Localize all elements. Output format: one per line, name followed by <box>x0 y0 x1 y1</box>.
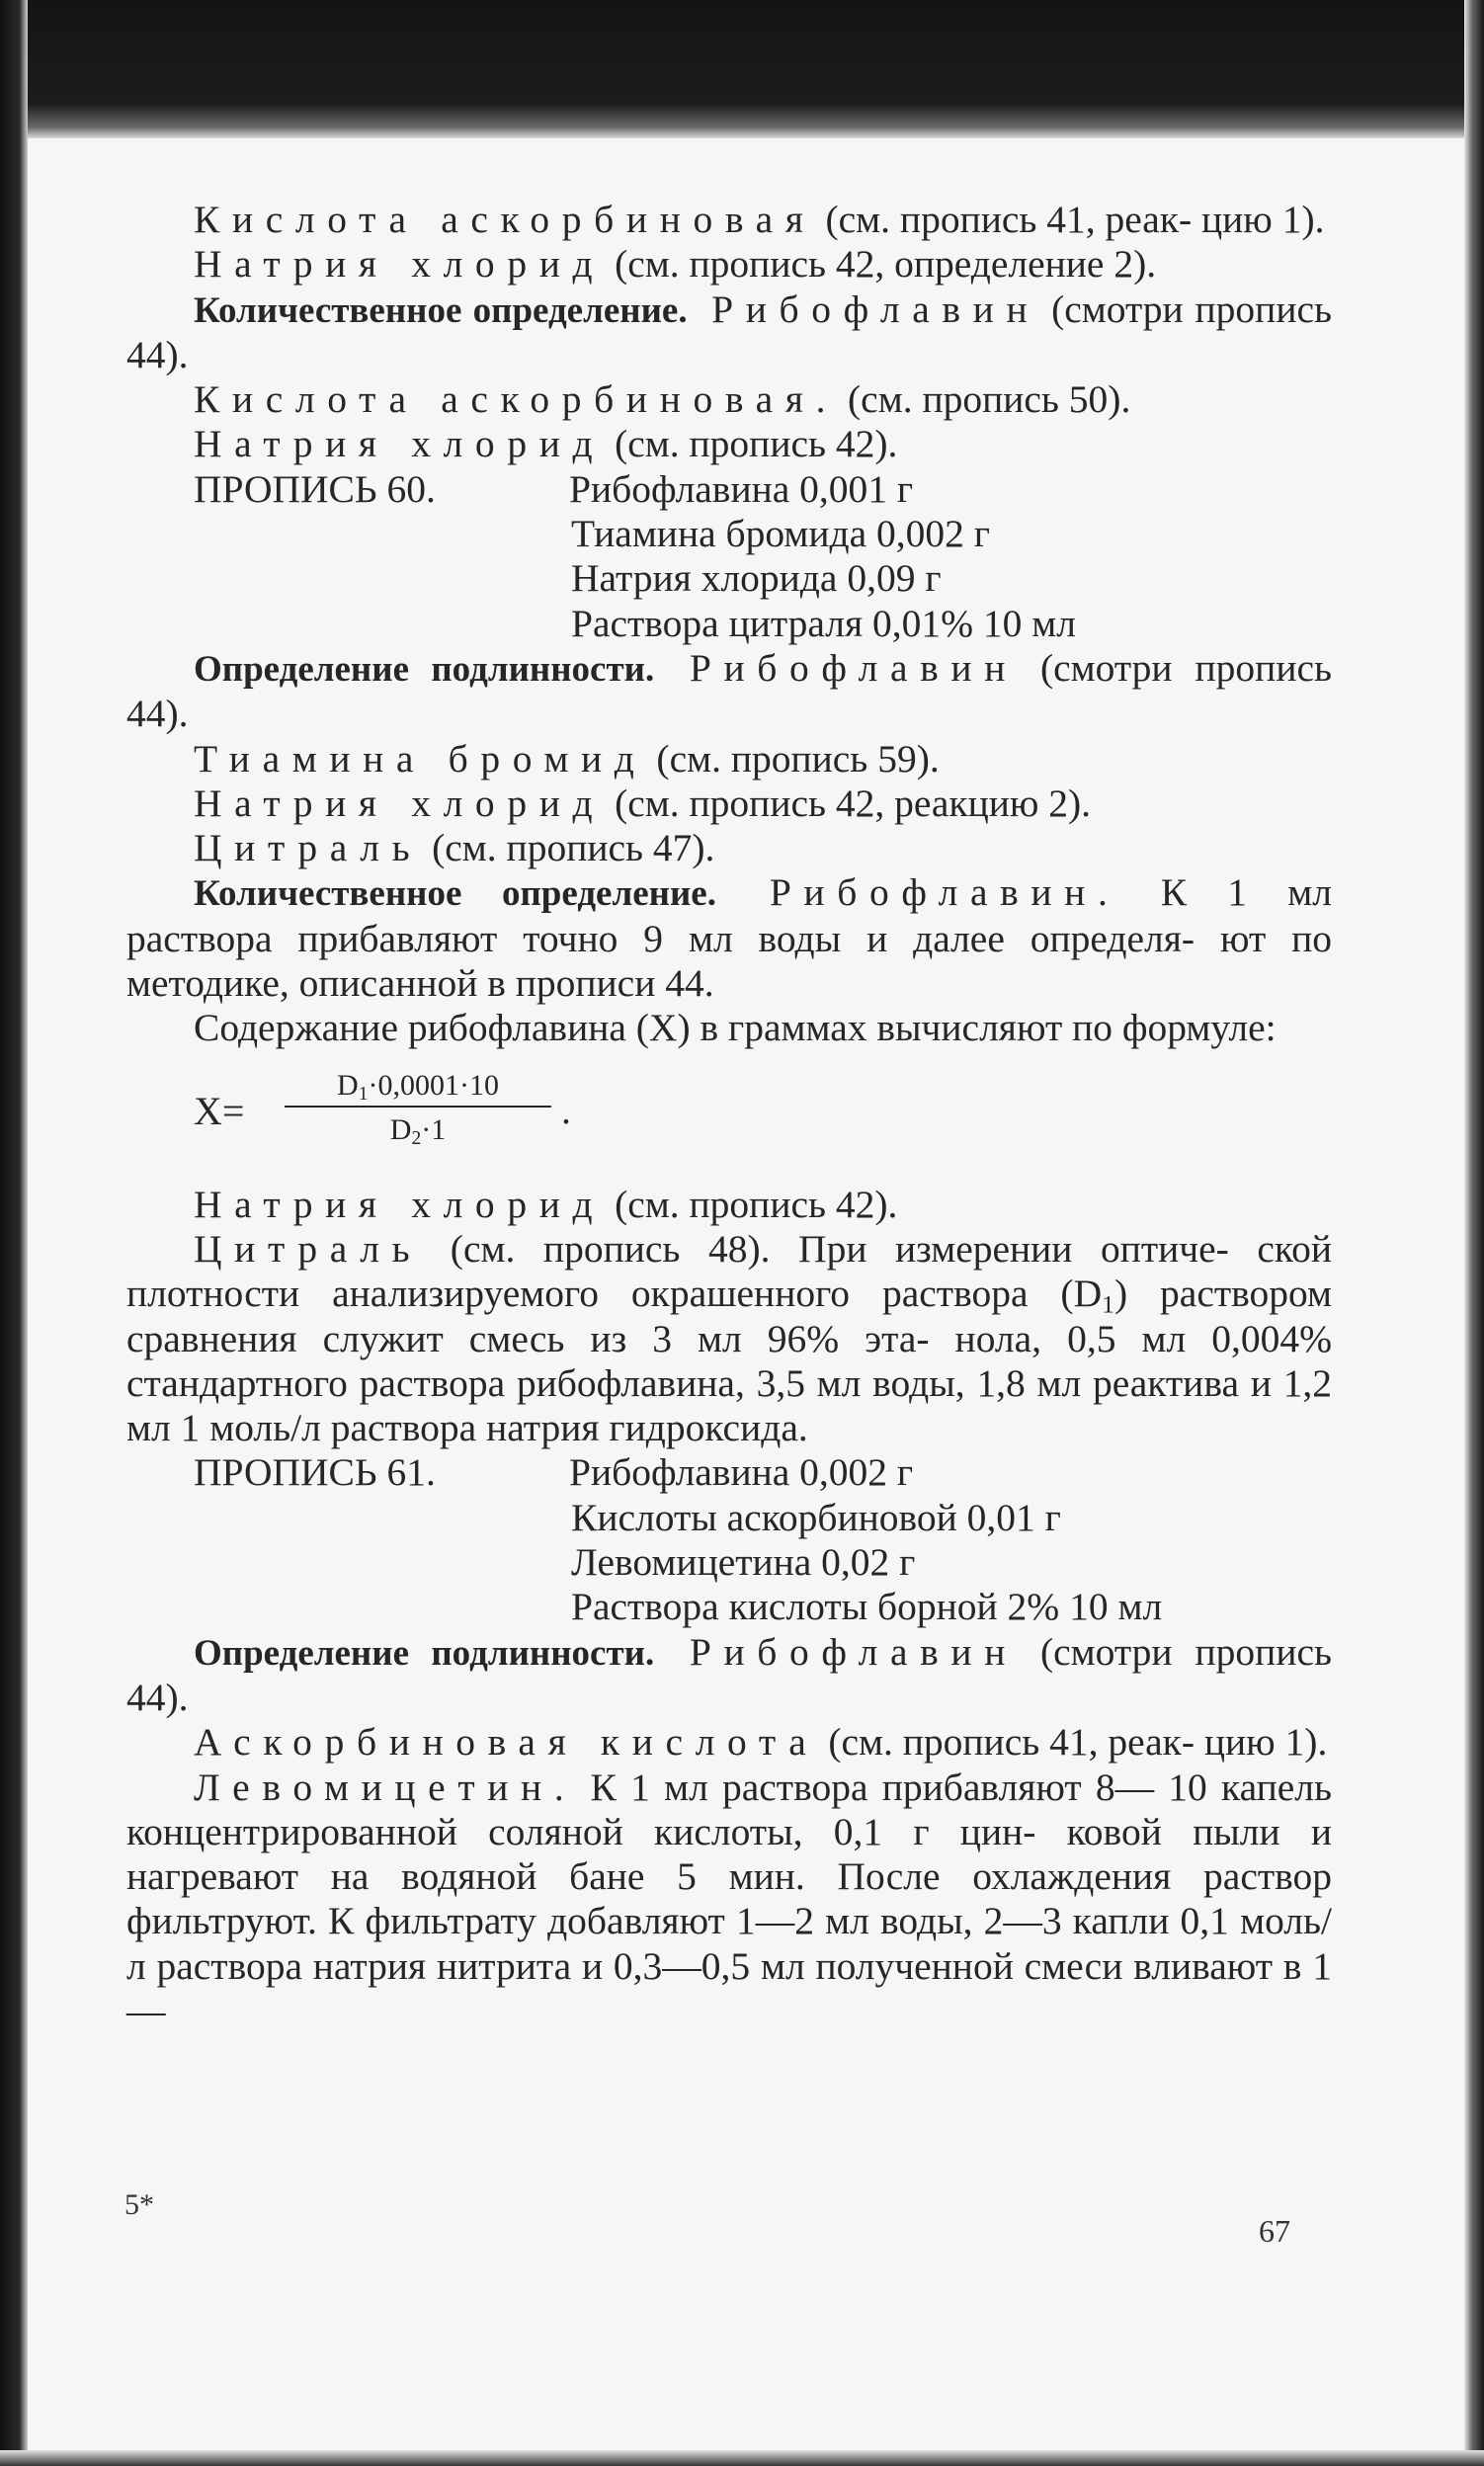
formula <box>194 1069 1332 1163</box>
signature-mark: 5* <box>124 2188 154 2221</box>
text: 1 <box>1102 1289 1114 1319</box>
section-heading: Определение подлинности. <box>194 648 655 690</box>
page-text <box>126 198 1332 2033</box>
term: Тиамина бромид <box>194 736 647 781</box>
paragraph <box>126 377 1332 422</box>
term: Натрия хлорид <box>194 1182 606 1226</box>
paragraph <box>126 422 1332 466</box>
term: Аскорбиновая кислота <box>194 1720 819 1765</box>
term: Цитраль <box>194 826 423 870</box>
text: ) раствором сравнения служит смесь из 3 мл 96% эта- нола, 0,5 мл 0,004% стандартного раствора рибофлавина, 3,5 мл воды, 1,8 мл реактива и 1,2 мл 1 моль/л раствора натрия гидроксида. <box>126 1272 1333 1450</box>
prescription-label: ПРОПИСЬ 61. <box>194 1450 436 1495</box>
paragraph <box>126 737 1332 781</box>
paragraph <box>126 1630 1332 1721</box>
paragraph <box>126 1720 1332 1765</box>
text: (см. пропись 48). При измерении оптиче- ской плотности анализируемого окрашенного раствора (D <box>126 1226 1332 1316</box>
formula-fraction <box>285 1069 551 1147</box>
fraction-bar <box>285 1106 551 1108</box>
text: D <box>389 1112 412 1146</box>
text: (смотри пропись 44). <box>126 1629 1332 1719</box>
section-heading: Определение подлинности. <box>194 1632 655 1674</box>
text: D <box>337 1068 359 1102</box>
formula-lhs: X= <box>194 1088 245 1133</box>
text: (см. пропись 47). <box>422 826 715 870</box>
formula-denominator <box>285 1113 551 1147</box>
term: Кислота аскорбиновая. <box>194 377 839 422</box>
text: К 1 мл раствора прибавляют 8— 10 капель концентрированной соляной кислоты, 0,1 г цин- ковой пыли и нагревают на водяной бане 5 мин. После охлаждения раствор фильтруют. К фильтрату добавляют 1—2 мл воды, 2—3 капли 0,1 моль/л раствора натрия нитрита и 0,3—0,5 мл полученной смеси вливают в 1— <box>126 1765 1332 2032</box>
term: Рибофлавин <box>654 645 1018 690</box>
paragraph <box>126 646 1332 737</box>
text: (см. пропись 42). <box>605 422 898 466</box>
formula-end: . <box>561 1088 571 1132</box>
text: (см. пропись 59). <box>646 736 940 781</box>
term: Натрия хлорид <box>194 781 606 825</box>
book-page <box>28 138 1464 2450</box>
paragraph <box>126 870 1332 1006</box>
text: ·1 <box>421 1112 447 1146</box>
term: Рибофлавин <box>687 287 1040 331</box>
prescription-item: Кислоты аскорбиновой 0,01 г <box>571 1495 1061 1539</box>
term: Рибофлавин <box>654 1629 1018 1674</box>
prescription-61 <box>126 1450 1332 1495</box>
term: Цитраль <box>194 1226 423 1271</box>
text: (см. пропись 42). <box>605 1182 898 1226</box>
prescription-item: Раствора цитраля 0,01% 10 мл <box>571 601 1076 645</box>
scan-border-right <box>1464 0 1484 2466</box>
text: (см. пропись 42, реакцию 2). <box>605 781 1092 825</box>
prescription-item: Рибофлавина 0,001 г <box>569 466 914 511</box>
paragraph: Содержание рибофлавина (X) в граммах вычисляют по формуле: <box>194 1006 1277 1050</box>
paragraph <box>126 242 1332 287</box>
prescription-item: Тиамина бромида 0,002 г <box>571 512 990 556</box>
prescription-item: Раствора кислоты борной 2% 10 мл <box>571 1585 1163 1629</box>
scan-border-bottom <box>0 2450 1484 2466</box>
text: 1 <box>358 1083 369 1105</box>
scan-border-top <box>0 0 1484 138</box>
text: (см. пропись 41, реак- цию 1). <box>818 1720 1328 1765</box>
section-heading: Количественное определение. <box>194 289 688 331</box>
text: (смотри пропись 44). <box>126 287 1332 376</box>
term: Левомицетин. <box>194 1765 577 1809</box>
page-number: 67 <box>1259 2213 1290 2249</box>
paragraph <box>126 288 1332 378</box>
paragraph <box>126 1766 1332 2034</box>
term: Натрия хлорид <box>194 242 606 287</box>
prescription-label: ПРОПИСЬ 60. <box>194 466 436 511</box>
text: ·0,0001·10 <box>368 1068 499 1102</box>
paragraph <box>126 1227 1332 1450</box>
paragraph <box>126 781 1332 826</box>
section-heading: Количественное определение. <box>194 873 716 915</box>
paragraph <box>126 198 1332 242</box>
text: (см. пропись 41, реак- цию 1). <box>815 198 1325 241</box>
term: Натрия хлорид <box>194 422 606 466</box>
term: Кислота аскорбиновая <box>194 198 816 241</box>
text: 2 <box>411 1127 422 1149</box>
text: (смотри пропись 44). <box>126 645 1332 736</box>
text: (см. пропись 50). <box>838 377 1131 422</box>
paragraph <box>126 826 1332 870</box>
prescription-item: Натрия хлорида 0,09 г <box>571 556 942 601</box>
scan-border-left <box>0 0 28 2466</box>
paragraph <box>126 1183 1332 1227</box>
text: К 1 мл раствора прибавляют точно 9 мл воды и далее определя- ют по методике, описанной в прописи 44. <box>126 870 1332 1006</box>
prescription-item: Рибофлавина 0,002 г <box>569 1450 914 1495</box>
prescription-item: Левомицетина 0,02 г <box>571 1540 916 1585</box>
text: (см. пропись 42, определение 2). <box>605 242 1157 287</box>
formula-numerator <box>285 1069 551 1103</box>
term: Рибофлавин. <box>715 870 1120 915</box>
prescription-60 <box>126 467 1332 512</box>
